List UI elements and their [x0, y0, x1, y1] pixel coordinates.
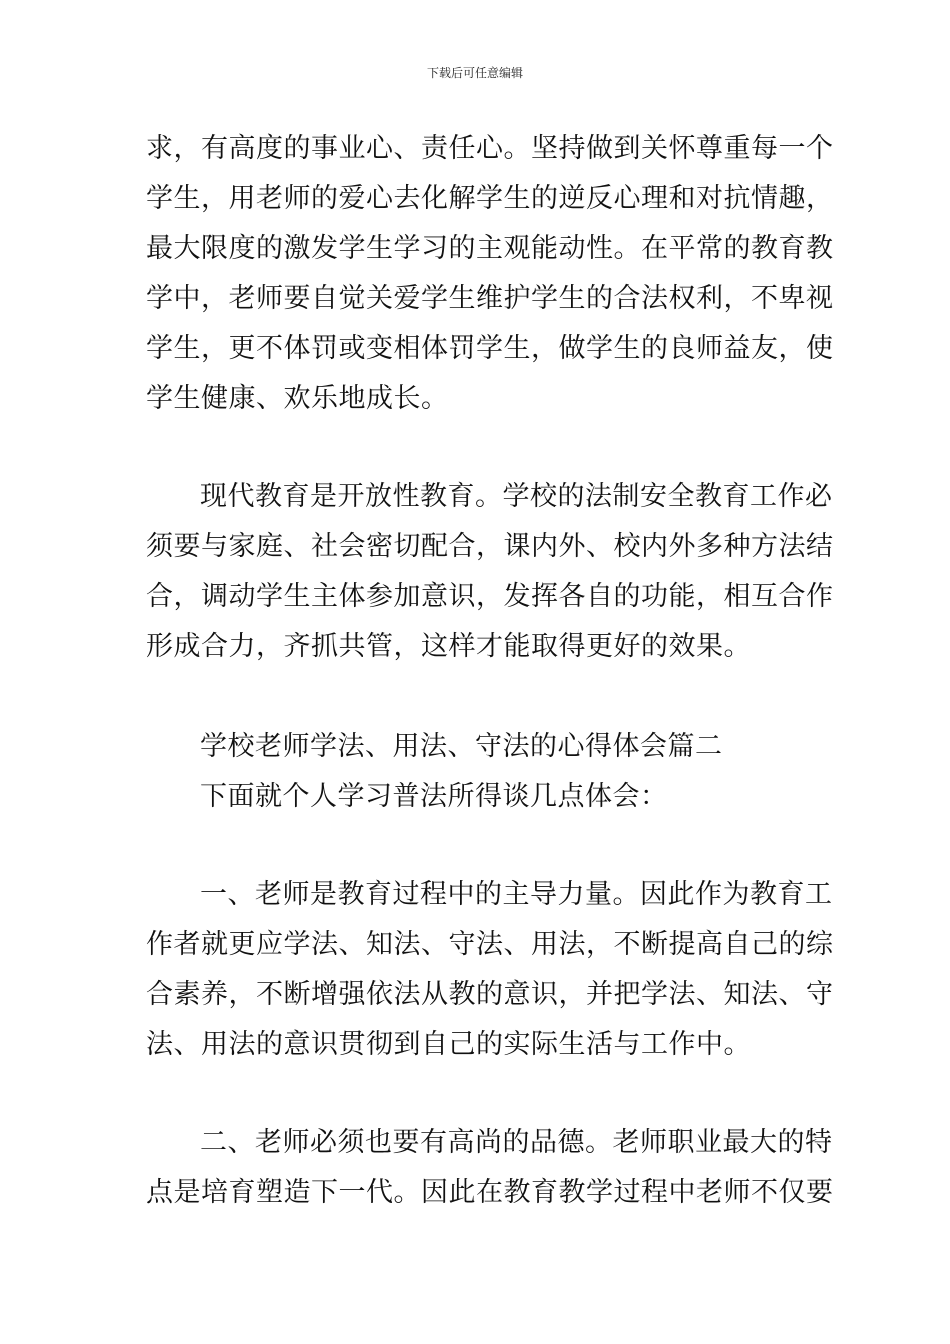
section-heading: [146, 722, 808, 822]
paragraph-line: 法、用法的意识贯彻到自己的实际生活与工作中。: [146, 1029, 751, 1060]
paragraph-4: [146, 1118, 834, 1218]
paragraph-line: 须要与家庭、社会密切配合，课内外、校内外多种方法结: [146, 531, 834, 562]
paragraph-line: 合素养，不断增强依法从教的意识，并把学法、知法、守: [146, 979, 834, 1010]
section-title: 学校老师学法、用法、守法的心得体会篇二: [200, 731, 723, 762]
page-header: 下载后可任意编辑: [426, 66, 523, 80]
paragraph-line: 现代教育是开放性教育。学校的法制安全教育工作必: [200, 481, 833, 512]
section-intro: 下面就个人学习普法所得谈几点体会：: [200, 781, 668, 812]
paragraph-3: [146, 870, 834, 1070]
paragraph-line: 形成合力，齐抓共管，这样才能取得更好的效果。: [146, 631, 751, 662]
paragraph-line: 学生，更不体罚或变相体罚学生，做学生的良师益友，使: [146, 333, 834, 364]
paragraph-line: 求，有高度的事业心、责任心。坚持做到关怀尊重每一个: [146, 133, 834, 164]
paragraph-line: 学生，用老师的爱心去化解学生的逆反心理和对抗情趣，: [146, 183, 834, 214]
paragraph-line: 二、老师必须也要有高尚的品德。老师职业最大的特: [200, 1127, 833, 1158]
paragraph-line: 作者就更应学法、知法、守法、用法，不断提高自己的综: [146, 929, 834, 960]
paragraph-2: [146, 472, 834, 672]
paragraph-1: [146, 124, 834, 424]
paragraph-line: 合，调动学生主体参加意识，发挥各自的功能，相互合作: [146, 581, 834, 612]
paragraph-line: 最大限度的激发学生学习的主观能动性。在平常的教育教: [146, 233, 834, 264]
paragraph-line: 学中，老师要自觉关爱学生维护学生的合法权利，不卑视: [146, 283, 834, 314]
paragraph-line: 学生健康、欢乐地成长。: [146, 383, 449, 414]
paragraph-line: 一、老师是教育过程中的主导力量。因此作为教育工: [200, 879, 833, 910]
paragraph-line: 点是培育塑造下一代。因此在教育教学过程中老师不仅要: [146, 1177, 834, 1208]
